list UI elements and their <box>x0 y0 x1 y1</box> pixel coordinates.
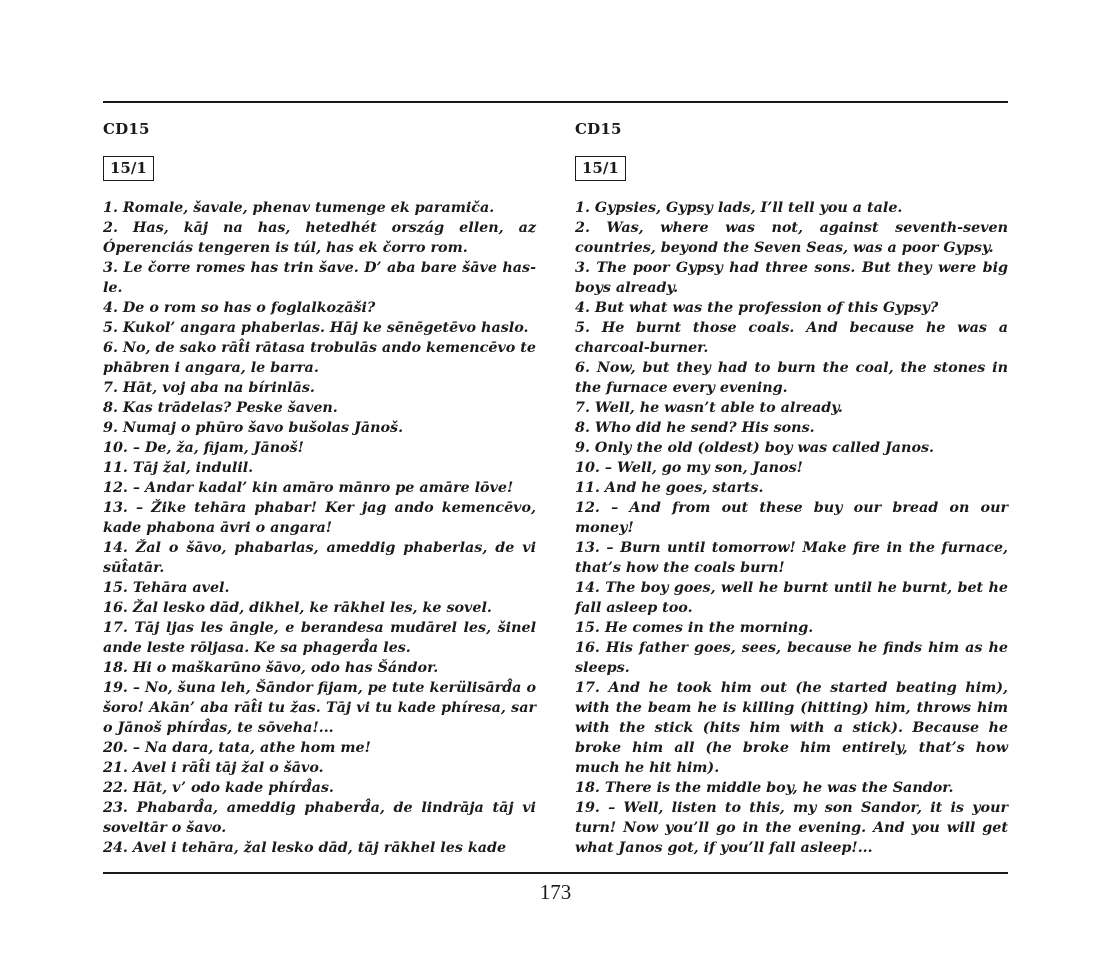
verse-line: 11. And he goes, starts. <box>575 480 764 496</box>
verse-line: 5. He burnt those coals. And because he was a charcoal-burner. <box>575 320 1008 356</box>
verse-line: 14. The boy goes, well he burnt until he burnt, bet he fall asleep too. <box>575 580 1008 616</box>
verse-line: 9. Only the old (oldest) boy was called Janos. <box>575 440 934 456</box>
verse-line: 13. – Burn until tomorrow! Make fire in the furnace, that’s how the coals burn! <box>575 540 1008 576</box>
verse-line: 15. Tehāra avel. <box>103 580 230 596</box>
verse-line: 6. No, de sako rāt̂i rātasa trobulās ando kemencēvo te phābren i angara, le barra. <box>103 340 536 376</box>
verse-line: 11. Tāj žal, indulil. <box>103 460 254 476</box>
verse-line: 7. Hāt, voj aba na bírinlās. <box>103 380 315 396</box>
left-column <box>103 119 536 858</box>
verse-line: 3. The poor Gypsy had three sons. But they were big boys already. <box>575 260 1008 296</box>
track-number-left: 15/1 <box>103 156 154 181</box>
verse-line: 3. Le čorre romes has trin šave. D’ aba bare šāve has-le. <box>103 260 536 296</box>
verse-line: 8. Kas trādelas? Peske šaven. <box>103 400 338 416</box>
verse-line: 22. Hāt, v’ odo kade phírd̂as. <box>103 780 334 796</box>
verse-line: 16. Žal lesko dād, dikhel, ke rākhel les, ke sovel. <box>103 600 492 616</box>
verse-line: 12. – And from out these buy our bread on our money! <box>575 500 1008 536</box>
verse-line: 13. – Žike tehāra phabar! Ker jag ando kemencēvo, kade phabona āvri o angara! <box>103 500 536 536</box>
verse-line: 9. Numaj o phūro šavo bušolas Jānoš. <box>103 420 404 436</box>
verse-line: 4. De o rom so has o foglalkozāši? <box>103 300 376 316</box>
verse-line: 2. Was, where was not, against seventh-seven countries, beyond the Seven Seas, was a poor Gypsy. <box>575 220 1008 256</box>
verse-line: 15. He comes in the morning. <box>575 620 814 636</box>
verse-line: 18. There is the middle boy, he was the Sandor. <box>575 780 954 796</box>
verse-line: 8. Who did he send? His sons. <box>575 420 815 436</box>
verse-line: 5. Kukol’ angara phaberlas. Hāj ke sēnēgetēvo haslo. <box>103 320 529 336</box>
cd-label-left: CD15 <box>103 120 150 138</box>
bottom-rule <box>103 872 1008 874</box>
track-number-right: 15/1 <box>575 156 626 181</box>
verse-line: 18. Hi o maškarūno šāvo, odo has Šándor. <box>103 660 439 676</box>
page-number: 173 <box>539 880 572 904</box>
verse-line: 21. Avel i rāt̂i tāj žal o šāvo. <box>103 760 324 776</box>
verse-line: 4. But what was the profession of this Gypsy? <box>575 300 939 316</box>
verse-line: 17. Tāj ljas les āngle, e berandesa mudārel les, šinel ande leste rōljasa. Ke sa phagerd̂a les. <box>103 620 536 656</box>
verse-line: 1. Romale, šavale, phenav tumenge ek paramiča. <box>103 200 495 216</box>
verse-line: 12. – Andar kadal’ kin amāro mānro pe amāre lōve! <box>103 480 514 496</box>
cd-label-right: CD15 <box>575 120 622 138</box>
romani-text <box>103 198 536 858</box>
verse-line: 6. Now, but they had to burn the coal, the stones in the furnace every evening. <box>575 360 1008 396</box>
verse-line: 1. Gypsies, Gypsy lads, I’ll tell you a tale. <box>575 200 903 216</box>
verse-line: 19. – Well, listen to this, my son Sandor, it is your turn! Now you’ll go in the evening. And you will get what Janos got, if you’ll fall asleep!... <box>575 800 1008 856</box>
verse-line: 16. His father goes, sees, because he finds him as he sleeps. <box>575 640 1008 676</box>
english-translation <box>575 198 1008 858</box>
verse-line: 10. – De, ža, fijam, Jānoš! <box>103 440 304 456</box>
top-rule <box>103 101 1008 103</box>
verse-line: 19. – No, šuna leh, Šāndor fijam, pe tute kerülisārd̂a o šoro! Akān’ aba rāt̂i tu žas. Tāj vi tu kade phíresa, sar o Jānoš phírd̂as, te sōveha!... <box>103 680 536 736</box>
verse-line: 10. – Well, go my son, Janos! <box>575 460 803 476</box>
verse-line: 23. Phabard̂a, ameddig phaberd̂a, de lindrāja tāj vi soveltār o šavo. <box>103 800 536 836</box>
verse-line: 7. Well, he wasn’t able to already. <box>575 400 843 416</box>
verse-line: 2. Has, kāj na has, hetedhét ország ellen, az Óperenciás tengeren is túl, has ek čorro rom. <box>103 220 536 256</box>
verse-line: 17. And he took him out (he started beating him), with the beam he is killing (hitting) him, throws him with the stick (hits him with a stick). Because he broke him all (he broke him entirely, that’s how much he hit him). <box>575 680 1008 776</box>
verse-line: 20. – Na dara, tata, athe hom me! <box>103 740 371 756</box>
verse-line: 24. Avel i tehāra, žal lesko dād, tāj rākhel les kade <box>103 840 507 856</box>
verse-line: 14. Žal o šāvo, phabarlas, ameddig phaberlas, de vi sūt̂atār. <box>103 540 536 576</box>
right-column <box>575 119 1008 858</box>
